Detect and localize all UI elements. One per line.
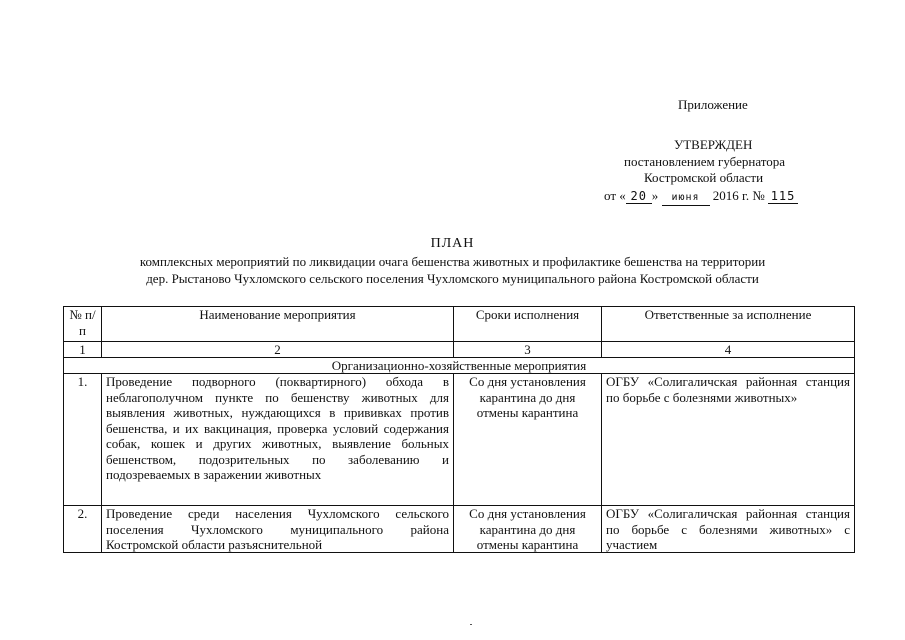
row-number: 2.	[64, 506, 102, 553]
header-name: Наименование мероприятия	[102, 307, 454, 342]
appendix-label: Приложение	[678, 97, 748, 112]
date-prefix: от «	[604, 188, 626, 203]
plan-subtitle-line-1: комплексных мероприятий по ликвидации очага бешенства животных и профилактике бешенства на территории	[139, 254, 766, 269]
row-description: Проведение подворного (поквартирного) обхода в неблагополучном пункте по бешенству животных для выявления животных, нуждающихся в прививках против бешенства, и их вакцинация, проверка условий содержания собак, кошек и других животных, выявление больных бешенством, подозрительных по заболеванию и подозреваемых в заражении животных	[102, 374, 454, 506]
date-month: июня	[662, 191, 710, 206]
decree-line-1: постановлением губернатора	[624, 154, 786, 169]
table-header-row	[64, 307, 855, 342]
header-terms: Сроки исполнения	[454, 307, 602, 342]
date-day: 20	[626, 189, 652, 204]
row-number: 1.	[64, 374, 102, 506]
section-row	[64, 358, 855, 374]
plan-subtitle-line-2: дер. Рыстаново Чухломского сельского поселения Чухломского муниципального района Костромской области	[146, 271, 759, 286]
date-year: 2016 г. №	[712, 188, 765, 203]
row-responsible: ОГБУ «Солигаличская районная станция по борьбе с болезнями животных» с участием	[606, 506, 850, 552]
column-number: 4	[602, 342, 855, 358]
column-number: 1	[64, 342, 102, 358]
header-num: № п/п	[64, 307, 102, 342]
row-terms: Со дня установления карантина до дня отмены карантина	[469, 506, 586, 552]
scan-speck	[470, 624, 472, 625]
row-terms: Со дня установления карантина до дня отмены карантина	[454, 374, 602, 506]
date-mid: »	[651, 188, 659, 203]
header-responsible: Ответственные за исполнение	[602, 307, 855, 342]
table-row	[64, 506, 855, 553]
decree-line-2: Костромской области	[644, 170, 764, 185]
decree-number: 115	[768, 189, 798, 204]
table-row	[64, 374, 855, 506]
column-number: 3	[454, 342, 602, 358]
plan-title: ПЛАН	[430, 236, 475, 251]
column-number-row	[64, 342, 855, 358]
row-responsible: ОГБУ «Солигаличская районная станция по борьбе с болезнями животных»	[602, 374, 855, 506]
approved-stamp: УТВЕРЖДЕН	[674, 137, 753, 152]
row-description: Проведение среди населения Чухломского сельского поселения Чухломского муниципального района Костромской области разъяснительной	[106, 506, 449, 552]
column-number: 2	[102, 342, 454, 358]
plan-table	[63, 306, 855, 553]
section-title: Организационно-хозяйственные мероприятия	[64, 358, 855, 374]
decree-date	[604, 187, 798, 206]
